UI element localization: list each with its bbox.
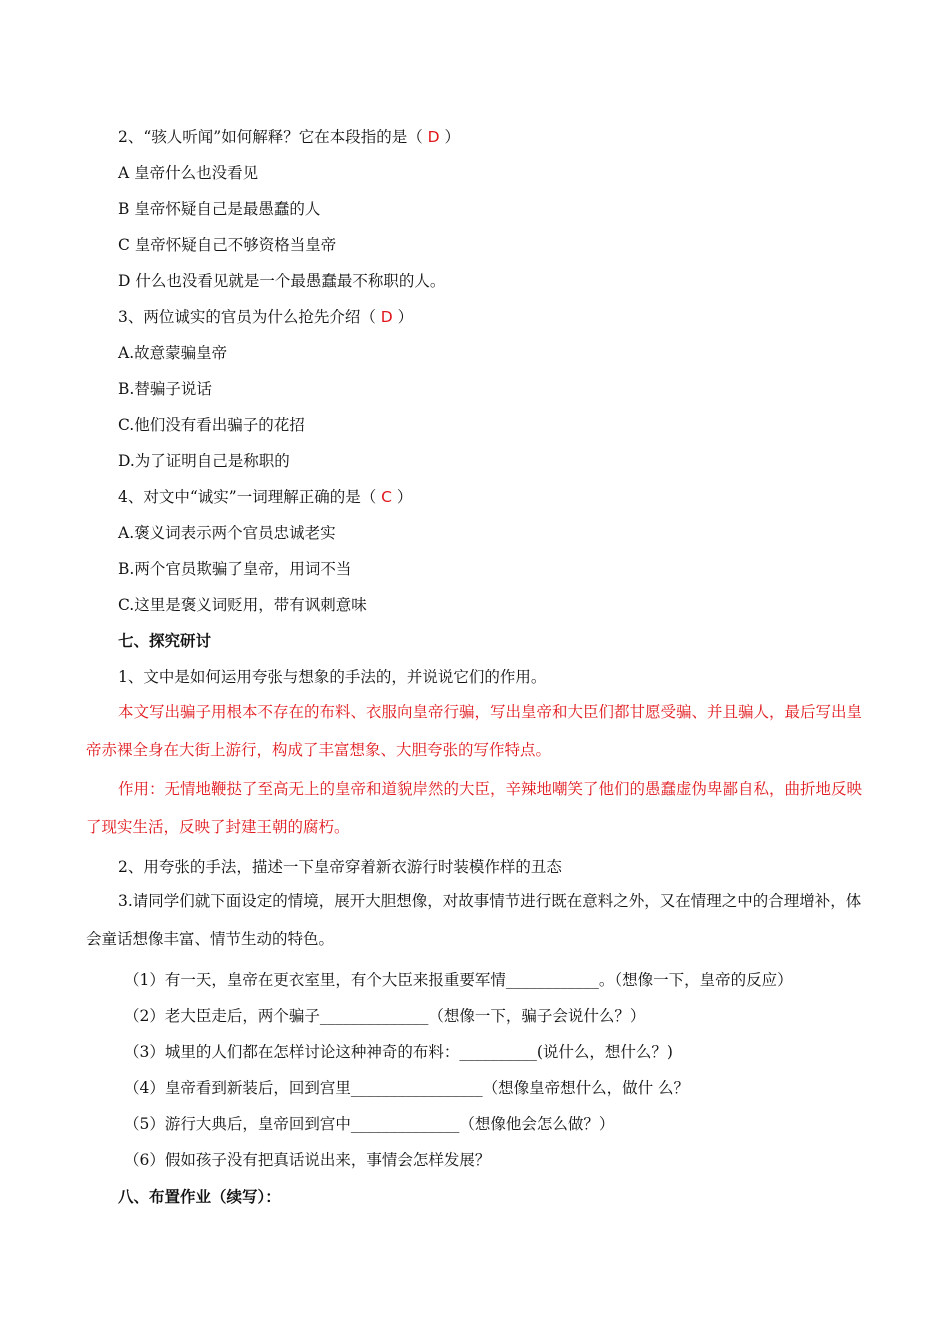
question-2-option-d: D 什么也没看见就是一个最愚蠢最不称职的人。	[118, 272, 446, 290]
question-4	[118, 487, 412, 507]
question-2-option-a: A 皇帝什么也没看见	[118, 164, 259, 182]
section-7-title: 七、探究研讨	[118, 632, 212, 650]
section-8-title: 八、布置作业（续写）：	[118, 1188, 281, 1206]
scenario-item-3: （3）城里的人们都在怎样讨论这种神奇的布料：__________(说什么，想什么？)	[124, 1043, 673, 1061]
question-4-option-a: A.褒义词表示两个官员忠诚老实	[118, 524, 336, 542]
question-4-option-b: B.两个官员欺骗了皇帝，用词不当	[118, 560, 352, 578]
question-3-answer: D	[380, 308, 393, 326]
question-3-option-a: A.故意蒙骗皇帝	[118, 344, 228, 362]
question-4-option-c: C.这里是褒义词贬用，带有讽刺意味	[118, 596, 367, 614]
question-3	[118, 307, 413, 327]
question-3-option-c: C.他们没有看出骗子的花招	[118, 416, 305, 434]
question-2-stem: 2、“骇人听闻”如何解释？它在本段指的是（	[118, 128, 428, 146]
section-7-answer-2: 作用：无情地鞭挞了至高无上的皇帝和道貌岸然的大臣，辛辣地嘲笑了他们的愚蠢虚伪卑鄙自私，曲折地反映了现实生活，反映了封建王朝的腐朽。	[86, 780, 863, 836]
question-3-option-d: D.为了证明自己是称职的	[118, 452, 290, 470]
section-7-question-3: 3.请同学们就下面设定的情境，展开大胆想像，对故事情节进行既在意料之外，又在情理之中的合理增补，体会童话想像丰富、情节生动的特色。	[86, 892, 862, 948]
scenario-item-5: （5）游行大典后，皇帝回到宫中______________（想像他会怎么做？）	[124, 1115, 615, 1133]
section-7-question-2: 2、用夸张的手法，描述一下皇帝穿着新衣游行时装模作样的丑态	[118, 858, 562, 876]
scenario-item-2: （2）老大臣走后，两个骗子______________（想像一下，骗子会说什么？）	[124, 1007, 646, 1025]
question-3-option-b: B.替骗子说话	[118, 380, 212, 398]
question-2	[118, 127, 460, 147]
question-2-option-c: C 皇帝怀疑自己不够资格当皇帝	[118, 236, 337, 254]
section-7-answer-1: 本文写出骗子用根本不存在的布料、衣服向皇帝行骗，写出皇帝和大臣们都甘愿受骗、并且骗人，最后写出皇帝赤裸全身在大街上游行，构成了丰富想象、大胆夸张的写作特点。	[86, 703, 863, 759]
scenario-item-4: （4）皇帝看到新装后，回到宫里_________________（想像皇帝想什么，做什 么？	[124, 1079, 690, 1097]
question-4-stem: 4、对文中“诚实”一词理解正确的是（	[118, 488, 382, 506]
question-3-stem: 3、两位诚实的官员为什么抢先介绍（	[118, 308, 381, 326]
section-7-question-1: 1、文中是如何运用夸张与想象的手法的，并说说它们的作用。	[118, 668, 547, 686]
question-4-stem-end: ）	[391, 488, 413, 506]
scenario-item-1: （1）有一天，皇帝在更衣室里，有个大臣来报重要军情____________。（想像一下，皇帝的反应）	[124, 971, 793, 989]
question-2-answer: D	[427, 128, 440, 146]
scenario-item-6: （6）假如孩子没有把真话说出来，事情会怎样发展？	[124, 1151, 491, 1169]
question-4-answer: C	[381, 488, 392, 506]
question-3-stem-end: ）	[392, 308, 414, 326]
question-2-option-b: B 皇帝怀疑自己是最愚蠢的人	[118, 200, 321, 218]
question-2-stem-end: ）	[439, 128, 461, 146]
